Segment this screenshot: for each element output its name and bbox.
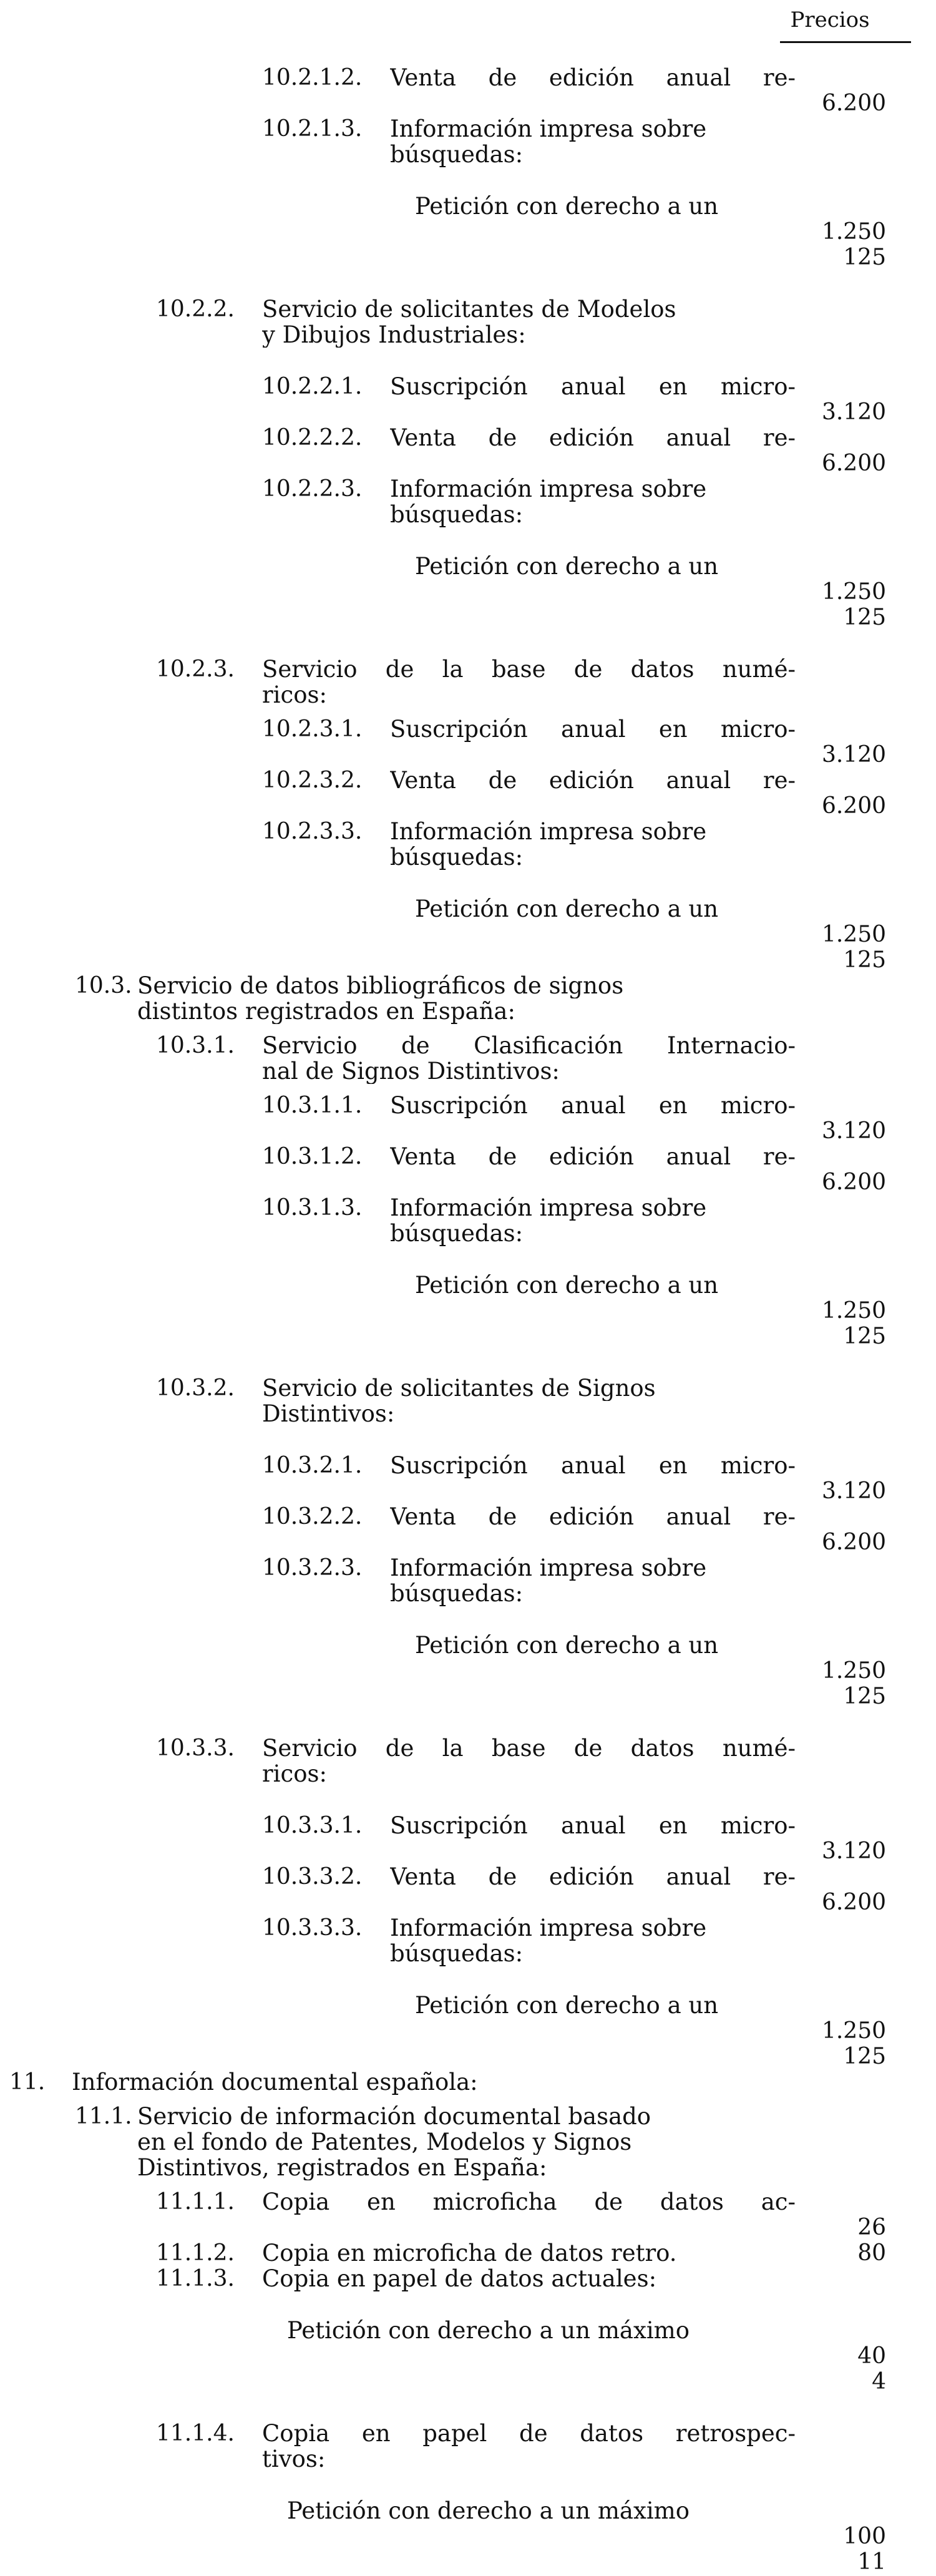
price-list-row xyxy=(0,117,936,143)
section-number: 10.2.1.2. xyxy=(262,65,363,90)
section-number: 10.3.3. xyxy=(156,1735,235,1761)
item-text: Copia en microficha de datos ac- xyxy=(262,2190,796,2215)
item-text: Servicio de la base de datos numé- xyxy=(262,1736,796,1761)
price-list-row xyxy=(0,1684,936,1710)
price-list-row xyxy=(0,1299,936,1325)
price-list-row xyxy=(0,1736,936,1762)
price-value: 125 xyxy=(843,1684,886,1709)
price-list-row xyxy=(0,922,936,949)
section-number: 10.3.2.1. xyxy=(262,1453,363,1478)
price-list-row xyxy=(0,2266,936,2293)
price-value: 125 xyxy=(843,1324,886,1349)
price-list-row xyxy=(0,1170,936,1196)
item-text: Distintivos, registrados en España: xyxy=(137,2155,547,2180)
price-list-row xyxy=(0,1530,936,1556)
price-value: 26 xyxy=(857,2215,886,2240)
item-text: Servicio de información documental basado xyxy=(137,2104,651,2129)
price-list-row xyxy=(0,794,936,820)
price-list-row xyxy=(0,400,936,426)
item-text: Suscripción anual en micro- xyxy=(390,374,796,399)
price-value: 6.200 xyxy=(821,451,886,476)
price-value: 1.250 xyxy=(821,1658,886,1684)
item-text: Suscripción anual en micro- xyxy=(390,1453,796,1478)
item-text: búsquedas: xyxy=(390,1941,524,1966)
item-text: en el fondo de Patentes, Modelos y Signos xyxy=(137,2130,632,2155)
item-text: Venta de edición anual re- xyxy=(390,426,796,451)
item-text: Venta de edición anual re- xyxy=(390,1505,796,1530)
item-text: búsquedas: xyxy=(390,502,524,527)
price-list-row xyxy=(0,1453,936,1480)
item-text: Venta de edición anual re- xyxy=(390,768,796,793)
item-text: y Dibujos Industriales: xyxy=(262,323,526,348)
price-list-row xyxy=(0,683,936,709)
price-list-row xyxy=(0,194,936,220)
price-list-row xyxy=(0,220,936,246)
price-value: 1.250 xyxy=(821,922,886,947)
price-list-row xyxy=(0,1324,936,1350)
item-text: búsquedas: xyxy=(390,142,524,167)
price-value: 3.120 xyxy=(821,1478,886,1504)
section-number: 11.1.3. xyxy=(156,2266,235,2291)
price-list-row xyxy=(0,1865,936,1891)
price-list-row xyxy=(0,374,936,401)
price-list-row xyxy=(0,1119,936,1145)
price-list-row xyxy=(0,1505,936,1531)
price-list-row xyxy=(0,2318,936,2344)
price-list-row xyxy=(0,426,936,452)
section-number: 10.2.2.1. xyxy=(262,374,363,399)
section-number: 10.3.3.2. xyxy=(262,1864,363,1890)
item-text: ricos: xyxy=(262,683,327,708)
price-list-row xyxy=(0,1993,936,2019)
price-list-row xyxy=(0,657,936,683)
price-value: 6.200 xyxy=(821,90,886,116)
price-value: 1.250 xyxy=(821,579,886,605)
item-text: Distintivos: xyxy=(262,1402,395,1427)
price-list-row xyxy=(0,2499,936,2525)
item-text: Suscripción anual en micro- xyxy=(390,1813,796,1838)
price-list-row xyxy=(0,2190,936,2216)
price-list-row xyxy=(0,948,936,974)
item-text: Información impresa sobre xyxy=(390,1916,707,1941)
price-list-row xyxy=(0,2369,936,2396)
item-text: Servicio de la base de datos numé- xyxy=(262,657,796,682)
item-text: Servicio de datos bibliográficos de signos xyxy=(137,973,624,998)
section-number: 11. xyxy=(9,2069,46,2095)
item-text: distintos registrados en España: xyxy=(137,999,515,1024)
price-value: 100 xyxy=(843,2524,886,2549)
price-value: 3.120 xyxy=(821,1118,886,1144)
price-list-row xyxy=(0,717,936,743)
price-list-row xyxy=(0,605,936,632)
price-value: 3.120 xyxy=(821,1838,886,1864)
price-value: 1.250 xyxy=(821,1298,886,1324)
item-text: Servicio de Clasificación Internacio- xyxy=(262,1033,796,1058)
price-list-row xyxy=(0,1890,936,1916)
item-text: ricos: xyxy=(262,1762,327,1787)
price-list-row xyxy=(0,2104,936,2130)
price-value: 125 xyxy=(843,245,886,270)
item-text: Venta de edición anual re- xyxy=(390,1144,796,1169)
price-list-row xyxy=(0,1556,936,1582)
price-list-row xyxy=(0,1839,936,1865)
item-text: Información documental española: xyxy=(72,2070,478,2095)
price-list-row xyxy=(0,2215,936,2242)
price-value: 125 xyxy=(843,2044,886,2069)
item-text: Información impresa sobre xyxy=(390,117,707,142)
item-text: Petición con derecho a un máximo xyxy=(287,2318,690,2343)
price-list-row xyxy=(0,1813,936,1840)
item-text: búsquedas: xyxy=(390,1221,524,1246)
item-text: Petición con derecho a un xyxy=(415,1633,719,1658)
price-list-row xyxy=(0,1916,936,1942)
price-list-row xyxy=(0,502,936,529)
item-text: Copia en papel de datos retrospec- xyxy=(262,2421,796,2446)
price-list-row xyxy=(0,1196,936,1222)
price-list-row xyxy=(0,2421,936,2447)
item-text: Información impresa sobre xyxy=(390,477,707,502)
section-number: 10.2.3.2. xyxy=(262,768,363,793)
section-number: 10.3.2.2. xyxy=(262,1504,363,1530)
price-list-row xyxy=(0,973,936,1000)
price-list-row xyxy=(0,2344,936,2370)
section-number: 10.2.2.2. xyxy=(262,425,363,451)
price-value: 4 xyxy=(872,2369,886,2394)
price-value: 3.120 xyxy=(821,399,886,425)
price-list-row xyxy=(0,1059,936,1085)
price-list-row xyxy=(0,477,936,503)
price-list-row xyxy=(0,1093,936,1120)
item-text: Petición con derecho a un máximo xyxy=(287,2499,690,2524)
price-list-row xyxy=(0,845,936,871)
section-number: 10.2.2.3. xyxy=(262,476,363,502)
item-text: tivos: xyxy=(262,2447,326,2472)
item-text: nal de Signos Distintivos: xyxy=(262,1059,560,1084)
price-list-row xyxy=(0,2241,936,2267)
item-text: Petición con derecho a un xyxy=(415,1993,719,2018)
section-number: 10.3.1.3. xyxy=(262,1195,363,1221)
item-text: búsquedas: xyxy=(390,1581,524,1606)
price-value: 1.250 xyxy=(821,219,886,245)
section-number: 10.2.3.1. xyxy=(262,716,363,742)
section-number: 10.3.3.1. xyxy=(262,1813,363,1838)
item-text: Información impresa sobre xyxy=(390,819,707,844)
section-number: 10.3.3.3. xyxy=(262,1915,363,1941)
price-list-row xyxy=(0,2155,936,2182)
section-number: 11.1.2. xyxy=(156,2240,235,2266)
section-number: 10.2.1.3. xyxy=(262,116,363,142)
price-list-row xyxy=(0,743,936,769)
price-list-row xyxy=(0,323,936,349)
price-list-row xyxy=(0,2070,936,2096)
item-text: Suscripción anual en micro- xyxy=(390,717,796,742)
item-text: Información impresa sobre xyxy=(390,1556,707,1581)
price-list-row xyxy=(0,1402,936,1428)
price-list-row xyxy=(0,2044,936,2071)
price-list-row xyxy=(0,897,936,923)
price-list-row xyxy=(0,2130,936,2156)
price-list-row xyxy=(0,66,936,92)
price-list-row xyxy=(0,819,936,846)
item-text: Venta de edición anual re- xyxy=(390,66,796,90)
section-number: 10.3.2.3. xyxy=(262,1555,363,1581)
price-list-row xyxy=(0,451,936,477)
price-list-row xyxy=(0,1581,936,1608)
prices-column-header: Precios xyxy=(790,7,870,32)
section-number: 10.3. xyxy=(75,973,132,998)
section-number: 10.2.3.3. xyxy=(262,819,363,844)
price-value: 6.200 xyxy=(821,793,886,819)
price-list-row xyxy=(0,297,936,323)
item-text: Copia en microficha de datos retro. xyxy=(262,2241,677,2266)
price-value: 6.200 xyxy=(821,1890,886,1915)
header-rule xyxy=(780,41,911,43)
price-list-row xyxy=(0,1376,936,1402)
price-value: 6.200 xyxy=(821,1169,886,1195)
price-value: 11 xyxy=(857,2549,886,2575)
item-text: Petición con derecho a un xyxy=(415,1273,719,1298)
price-list-row xyxy=(0,2019,936,2045)
section-number: 11.1. xyxy=(75,2104,132,2129)
section-number: 10.2.2. xyxy=(156,296,235,322)
item-text: Petición con derecho a un xyxy=(415,554,719,579)
item-text: Petición con derecho a un xyxy=(415,897,719,922)
price-list-row xyxy=(0,580,936,606)
section-number: 11.1.1. xyxy=(156,2189,235,2215)
price-list-row xyxy=(0,2524,936,2550)
price-list-row xyxy=(0,768,936,794)
section-number: 10.2.3. xyxy=(156,656,235,682)
price-list-row xyxy=(0,999,936,1025)
price-value: 125 xyxy=(843,947,886,973)
item-text: Venta de edición anual re- xyxy=(390,1865,796,1890)
price-list-row xyxy=(0,1221,936,1247)
section-number: 10.3.1.1. xyxy=(262,1093,363,1118)
price-list-row xyxy=(0,2550,936,2576)
section-number: 10.3.1.2. xyxy=(262,1144,363,1169)
price-value: 6.200 xyxy=(821,1530,886,1555)
item-text: Suscripción anual en micro- xyxy=(390,1093,796,1118)
item-text: Servicio de solicitantes de Modelos xyxy=(262,297,676,322)
section-number: 10.3.1. xyxy=(156,1033,235,1058)
section-number: 10.3.2. xyxy=(156,1375,235,1401)
price-list-row xyxy=(0,1633,936,1659)
price-list-row xyxy=(0,142,936,168)
price-list-row xyxy=(0,1479,936,1505)
item-text: Servicio de solicitantes de Signos xyxy=(262,1376,656,1401)
price-value: 125 xyxy=(843,605,886,630)
price-list-row xyxy=(0,554,936,580)
price-list-row xyxy=(0,1033,936,1060)
item-text: Copia en papel de datos actuales: xyxy=(262,2266,657,2291)
item-text: búsquedas: xyxy=(390,845,524,870)
item-text: Información impresa sobre xyxy=(390,1196,707,1221)
price-value: 80 xyxy=(857,2240,886,2266)
price-list-row xyxy=(0,1941,936,1968)
price-value: 3.120 xyxy=(821,742,886,768)
price-list-row xyxy=(0,1659,936,1685)
price-list-row xyxy=(0,2447,936,2473)
price-value: 40 xyxy=(857,2343,886,2369)
price-list-row xyxy=(0,245,936,271)
price-value: 1.250 xyxy=(821,2018,886,2044)
price-list-row xyxy=(0,1273,936,1299)
price-list-row xyxy=(0,1762,936,1788)
price-list-row xyxy=(0,1144,936,1171)
price-list-row xyxy=(0,91,936,117)
section-number: 11.1.4. xyxy=(156,2421,235,2446)
item-text: Petición con derecho a un xyxy=(415,194,719,219)
